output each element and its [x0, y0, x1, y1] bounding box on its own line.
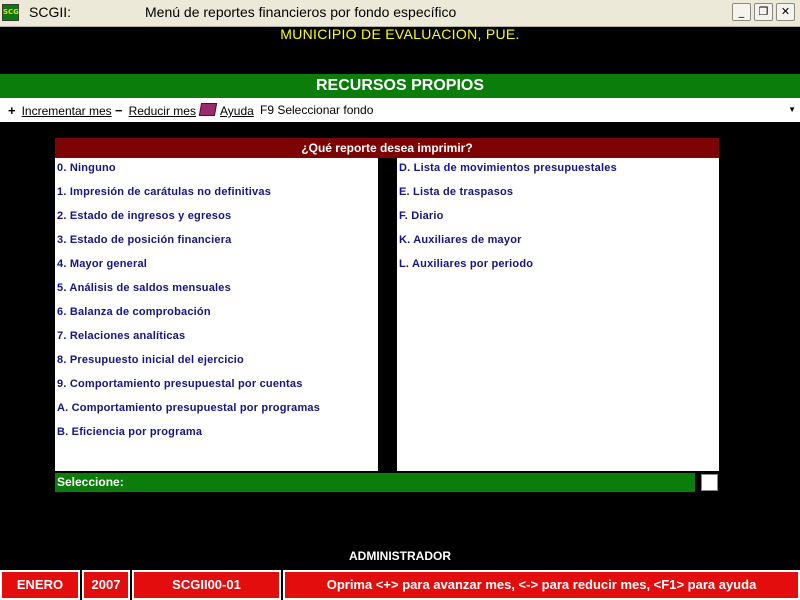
user-name: ADMINISTRADOR	[349, 549, 451, 563]
increment-month-label: Incrementar mes	[21, 104, 112, 118]
list-item[interactable]: 0. Ninguno	[57, 162, 116, 174]
status-year: 2007	[82, 570, 130, 600]
list-item[interactable]: 6. Balanza de comprobación	[57, 306, 211, 318]
status-screen-code: SCGII00-01	[132, 570, 281, 600]
list-item[interactable]: 7. Relaciones analíticas	[57, 330, 186, 342]
list-item[interactable]: E. Lista de traspasos	[399, 186, 514, 198]
municipality-name: MUNICIPIO DE EVALUACION, PUE.	[280, 26, 520, 42]
minimize-button[interactable]: _	[732, 3, 751, 21]
select-fund-button[interactable]	[260, 103, 373, 117]
close-button[interactable]: ✕	[776, 3, 795, 21]
list-item[interactable]: 2. Estado de ingresos y egresos	[57, 210, 232, 222]
list-item[interactable]: 5. Análisis de saldos mensuales	[57, 282, 231, 294]
list-item[interactable]: 4. Mayor general	[57, 258, 148, 270]
list-item[interactable]: B. Eficiencia por programa	[57, 426, 203, 438]
selection-input[interactable]	[701, 474, 718, 491]
report-question-header: ¿Qué reporte desea imprimir?	[55, 138, 719, 158]
report-list-right	[397, 158, 719, 471]
fund-banner: RECURSOS PROPIOS	[0, 74, 800, 98]
list-item[interactable]: 1. Impresión de carátulas no definitivas	[57, 186, 272, 198]
select-fund-label: F9 Seleccionar fondo	[260, 103, 374, 117]
toolbar-overflow-icon[interactable]: ▼	[788, 105, 796, 114]
plus-icon: +	[8, 103, 16, 118]
list-item[interactable]: F. Diario	[399, 210, 444, 222]
list-item[interactable]: L. Auxiliares por periodo	[399, 258, 534, 270]
list-item[interactable]: 9. Comportamiento presupuestal por cuentas	[57, 378, 303, 390]
window-title: Menú de reportes financieros por fondo específico	[145, 4, 457, 20]
help-button[interactable]	[200, 103, 254, 118]
decrement-month-label: Reducir mes	[128, 104, 196, 118]
minus-icon: −	[115, 103, 123, 118]
help-book-icon	[199, 103, 217, 116]
list-item[interactable]: A. Comportamiento presupuestal por programas	[57, 402, 321, 414]
list-item[interactable]: D. Lista de movimientos presupuestales	[399, 162, 617, 174]
toolbar	[0, 98, 800, 122]
report-list-left	[55, 158, 378, 471]
select-prompt: Seleccione:	[55, 473, 695, 492]
status-month: ENERO	[0, 570, 80, 600]
decrement-month-button[interactable]	[115, 103, 196, 118]
maximize-button[interactable]: ❐	[754, 3, 773, 21]
app-name: SCGII:	[29, 4, 72, 20]
list-item[interactable]: K. Auxiliares de mayor	[399, 234, 522, 246]
title-bar	[0, 0, 800, 27]
increment-month-button[interactable]	[8, 103, 112, 118]
app-logo-icon: SCG	[2, 4, 19, 21]
list-item[interactable]: 3. Estado de posición financiera	[57, 234, 232, 246]
help-label: Ayuda	[220, 104, 254, 118]
list-item[interactable]: 8. Presupuesto inicial del ejercicio	[57, 354, 244, 366]
status-hint: Oprima <+> para avanzar mes, <-> para reducir mes, <F1> para ayuda	[283, 570, 800, 600]
